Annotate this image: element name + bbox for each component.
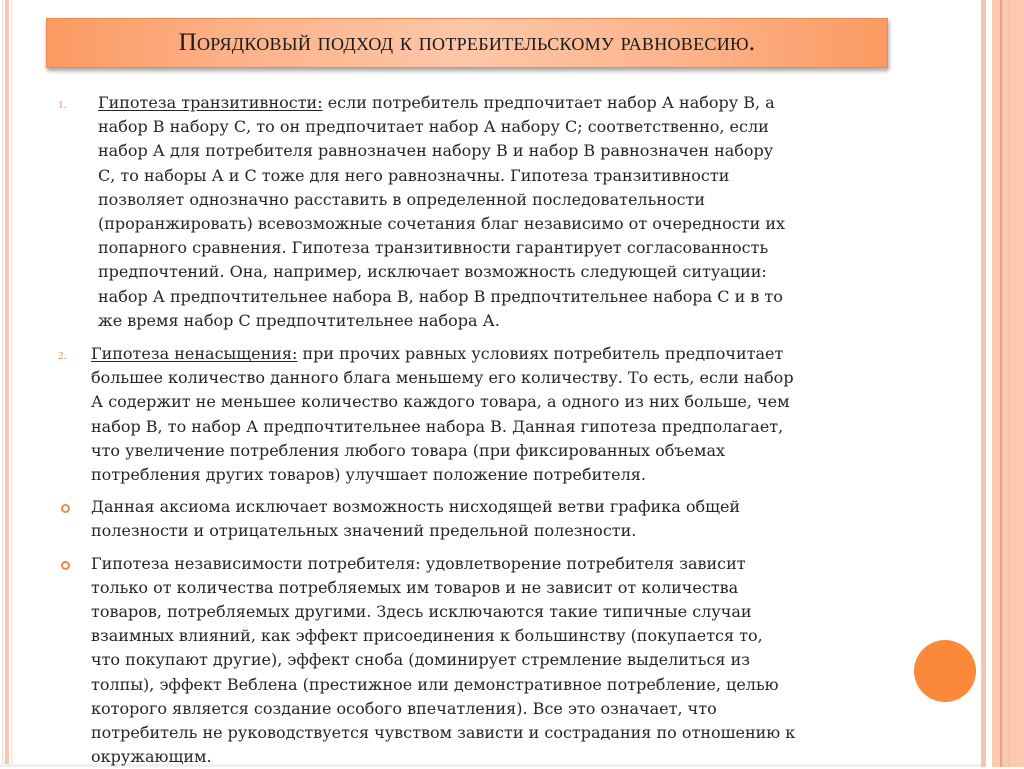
text-line: набор А предпочтительнее набора В, набор В предпочтительнее набора С и в то <box>98 286 783 306</box>
text-line: окружающим. <box>91 747 212 767</box>
text-line: (проранжировать) всевозможные сочетания благ независимо от очередности их <box>98 214 786 234</box>
text-line: Гипотеза ненасыщения: при прочих равных условиях потребитель предпочитает <box>91 344 784 364</box>
left-decor-stripe <box>5 0 9 767</box>
text-line: потребления других товаров) улучшает положение потребителя. <box>91 465 646 485</box>
text-line: Гипотеза независимости потребителя: удовлетворение потребителя зависит <box>91 553 746 573</box>
text-line: Гипотеза транзитивности: если потребитель предпочитает набор А набору В, а <box>98 93 775 112</box>
right-decor-band <box>992 0 1024 767</box>
list-number: 1. <box>58 99 67 111</box>
bullet-circle-icon <box>61 561 70 570</box>
text-line: потребитель не руководствуется чувством зависти и сострадания по отношению к <box>91 723 796 743</box>
text-line: что увеличение потребления любого товара (при фиксированных объемах <box>91 440 726 460</box>
text-line: же время набор С предпочтительнее набора А. <box>98 310 500 330</box>
decor-circle-icon <box>914 640 976 702</box>
text-line: набор В, то набор А предпочтительнее набора В. Данная гипотеза предполагает, <box>91 416 784 436</box>
text-line: полезности и отрицательных значений предельной полезности. <box>91 521 637 541</box>
right-decor-stripe <box>981 0 986 767</box>
text-line: что покупают другие), эффект сноба (доминирует стремление выделиться из <box>91 650 750 670</box>
right-decor-line <box>1009 0 1010 767</box>
text-line: набор А для потребителя равнозначен набору В и набор В равнозначен набору <box>98 141 774 161</box>
text-line: которого является создание особого впечатления). Все это означает, что <box>91 698 717 718</box>
text-line: набор В набору С, то он предпочитает набор А набору С; соответственно, если <box>98 117 769 137</box>
slide-content <box>54 91 884 769</box>
text-line: большее количество данного блага меньшему его количеству. То есть, если набор <box>91 368 794 388</box>
text-line: позволяет однозначно расставить в определенной последовательности <box>98 189 706 209</box>
text-line: предпочтений. Она, например, исключает возможность следующей ситуации: <box>98 262 767 282</box>
text-line: А содержит не меньшее количество каждого товара, а одного из них больше, чем <box>91 392 790 412</box>
list-item-transitivity <box>54 91 884 333</box>
text-line: только от количества потребляемых им товаров и не зависит от количества <box>91 577 739 597</box>
text-line: толпы), эффект Веблена (престижное или демонстративное потребление, целью <box>91 674 779 694</box>
text-line: С, то наборы А и С тоже для него равнозначны. Гипотеза транзитивности <box>98 165 730 185</box>
left-decor-stripe <box>2 0 4 767</box>
list-number: 2. <box>58 350 67 363</box>
left-decor-stripe <box>11 0 13 767</box>
list-item-independence <box>54 552 884 769</box>
right-decor-line <box>1000 0 1002 767</box>
item-heading: Гипотеза транзитивности: <box>98 93 323 112</box>
list-item-axiom <box>54 495 884 543</box>
slide-title-box <box>46 18 888 68</box>
slide-title: Порядковый подход к потребительскому равновесию. <box>178 29 756 56</box>
item-heading: Гипотеза ненасыщения: <box>91 344 298 364</box>
list-item-non-satiation <box>54 342 884 487</box>
bullet-circle-icon <box>61 504 70 513</box>
text-line: Данная аксиома исключает возможность нисходящей ветви графика общей <box>91 497 741 517</box>
text-line: взаимных влияний, как эффект присоединения к большинству (покупается то, <box>91 626 763 646</box>
text-line: товаров, потребляемых другими. Здесь исключаются такие типичные случаи <box>91 602 752 622</box>
text-line: попарного сравнения. Гипотеза транзитивности гарантирует согласованность <box>98 238 769 258</box>
